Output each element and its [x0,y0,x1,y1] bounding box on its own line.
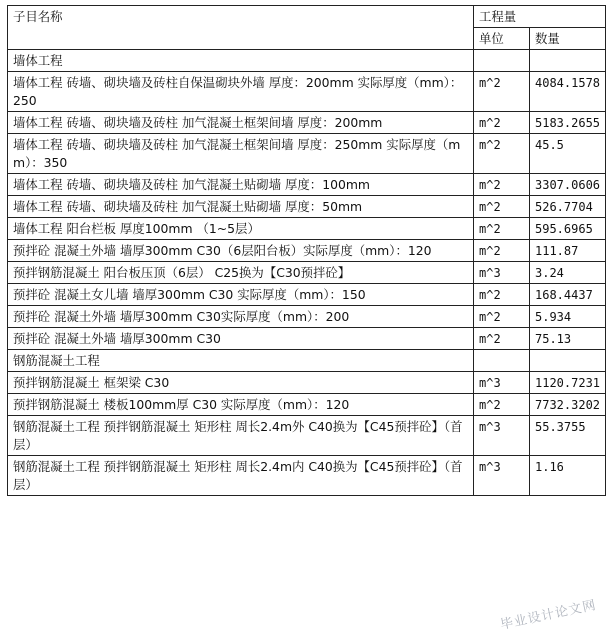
quantity-cell: 1.16 [530,456,606,496]
quantity-cell: 45.5 [530,134,606,174]
unit-cell [474,350,530,372]
table-row [8,72,606,112]
quantity-cell [530,350,606,372]
quantity-cell: 526.7704 [530,196,606,218]
item-name-cell: 预拌钢筋混凝土 阳台板压顶（6层） C25换为【C30预拌砼】 [8,262,474,284]
quantity-cell: 75.13 [530,328,606,350]
table-row [8,112,606,134]
section-row [8,350,606,372]
quantity-cell: 111.87 [530,240,606,262]
section-title: 墙体工程 [8,50,474,72]
unit-cell: m^2 [474,240,530,262]
item-name-cell: 墙体工程 砖墙、砌块墙及砖柱 加气混凝土贴砌墙 厚度：50mm [8,196,474,218]
unit-cell: m^2 [474,174,530,196]
item-name-cell: 墙体工程 砖墙、砌块墙及砖柱自保温砌块外墙 厚度：200mm 实际厚度（mm）：250 [8,72,474,112]
quantity-cell: 3307.0606 [530,174,606,196]
unit-cell: m^2 [474,394,530,416]
item-name-cell: 预拌砼 混凝土女儿墙 墙厚300mm C30 实际厚度（mm）：150 [8,284,474,306]
item-name-cell: 预拌砼 混凝土外墙 墙厚300mm C30（6层阳台板）实际厚度（mm）：120 [8,240,474,262]
table-row [8,372,606,394]
quantity-cell [530,50,606,72]
header-unit: 单位 [474,28,530,50]
table-row [8,306,606,328]
item-name-cell: 墙体工程 砖墙、砌块墙及砖柱 加气混凝土框架间墙 厚度：200mm [8,112,474,134]
header-number: 数量 [530,28,606,50]
unit-cell: m^2 [474,284,530,306]
table-row [8,134,606,174]
table-row [8,218,606,240]
unit-cell: m^3 [474,262,530,284]
item-name-cell: 预拌砼 混凝土外墙 墙厚300mm C30实际厚度（mm）：200 [8,306,474,328]
section-title: 钢筋混凝土工程 [8,350,474,372]
header-item-name: 子目名称 [8,6,474,50]
quantity-cell: 4084.1578 [530,72,606,112]
table-row [8,262,606,284]
table-row [8,240,606,262]
unit-cell: m^2 [474,134,530,174]
table-row [8,196,606,218]
quantity-cell: 55.3755 [530,416,606,456]
unit-cell: m^2 [474,328,530,350]
table-row [8,284,606,306]
unit-cell: m^2 [474,196,530,218]
item-name-cell: 墙体工程 砖墙、砌块墙及砖柱 加气混凝土框架间墙 厚度：250mm 实际厚度（mm）：350 [8,134,474,174]
item-name-cell: 钢筋混凝土工程 预拌钢筋混凝土 矩形柱 周长2.4m内 C40换为【C45预拌砼】（首层） [8,456,474,496]
item-name-cell: 墙体工程 砖墙、砌块墙及砖柱 加气混凝土贴砌墙 厚度：100mm [8,174,474,196]
unit-cell: m^3 [474,416,530,456]
item-name-cell: 预拌钢筋混凝土 框架梁 C30 [8,372,474,394]
table-header [8,6,606,50]
item-name-cell: 预拌砼 混凝土外墙 墙厚300mm C30 [8,328,474,350]
quantity-cell: 5183.2655 [530,112,606,134]
quantity-cell: 595.6965 [530,218,606,240]
quantity-cell: 7732.3202 [530,394,606,416]
unit-cell: m^3 [474,372,530,394]
table-row [8,174,606,196]
unit-cell: m^2 [474,306,530,328]
table-row [8,456,606,496]
section-row [8,50,606,72]
item-name-cell: 预拌钢筋混凝土 楼板100mm厚 C30 实际厚度（mm）：120 [8,394,474,416]
quantity-table [7,5,606,496]
quantity-cell: 168.4437 [530,284,606,306]
header-quantity-group: 工程量 [474,6,606,28]
table-row [8,416,606,456]
unit-cell: m^2 [474,72,530,112]
quantity-cell: 1120.7231 [530,372,606,394]
quantity-cell: 3.24 [530,262,606,284]
item-name-cell: 钢筋混凝土工程 预拌钢筋混凝土 矩形柱 周长2.4m外 C40换为【C45预拌砼】（首层） [8,416,474,456]
quantity-cell: 5.934 [530,306,606,328]
watermark-text: 毕业设计论文网 [498,597,598,633]
unit-cell: m^3 [474,456,530,496]
unit-cell [474,50,530,72]
unit-cell: m^2 [474,218,530,240]
table-body [8,50,606,496]
item-name-cell: 墙体工程 阳台栏板 厚度100mm （1~5层） [8,218,474,240]
unit-cell: m^2 [474,112,530,134]
table-row [8,328,606,350]
table-row [8,394,606,416]
